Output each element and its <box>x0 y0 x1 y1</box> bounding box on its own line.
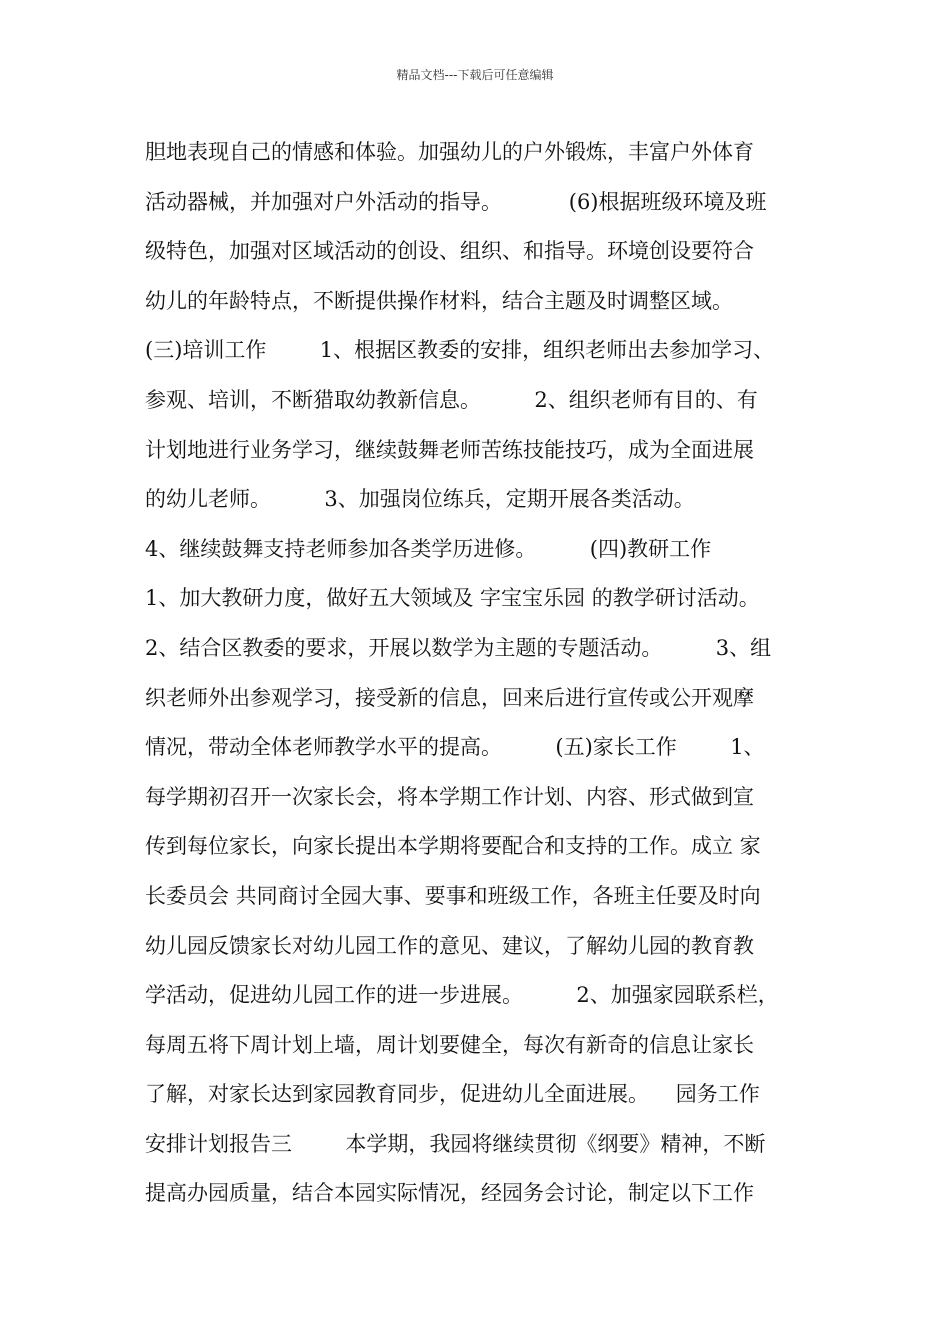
text-line: 长委员会 共同商讨全园大事、要事和班级工作，各班主任要及时向 <box>145 883 761 908</box>
text-line: 了解，对家长达到家园教育同步，促进幼儿全面进展。 园务工作 <box>145 1082 760 1107</box>
text-line: 计划地进行业务学习，继续鼓舞老师苦练技能技巧，成为全面进展 <box>145 437 754 462</box>
text-line: (三)培训工作 1、根据区教委的安排，组织老师出去参加学习、 <box>145 338 775 363</box>
text-line: 幼儿园反馈家长对幼儿园工作的意见、建议，了解幼儿园的教育教 <box>145 933 754 958</box>
body-text <box>145 128 815 1219</box>
page-header: 精品文档---下载后可任意编辑 <box>396 68 554 82</box>
text-line: 传到每位家长，向家长提出本学期将要配合和支持的工作。成立 家 <box>145 834 761 859</box>
text-line: 织老师外出参观学习，接受新的信息，回来后进行宣传或公开观摩 <box>145 685 754 710</box>
text-line: 活动器械，并加强对户外活动的指导。 (6)根据班级环境及班 <box>145 189 767 214</box>
text-line: 的幼儿老师。 3、加强岗位练兵，定期开展各类活动。 <box>145 487 695 512</box>
text-line: 级特色，加强对区域活动的创设、组织、和指导。环境创设要符合 <box>145 239 754 264</box>
text-line: 1、加大教研力度，做好五大领域及 字宝宝乐园 的教学研讨活动。 <box>145 586 760 611</box>
text-line: 4、继续鼓舞支持老师参加各类学历进修。 (四)教研工作 <box>145 536 712 561</box>
text-line: 安排计划报告三 本学期，我园将继续贯彻《纲要》精神，不断 <box>145 1131 766 1156</box>
text-line: 每学期初召开一次家长会，将本学期工作计划、内容、形式做到宣 <box>145 784 754 809</box>
text-line: 参观、培训，不断猎取幼教新信息。 2、组织老师有目的、有 <box>145 387 758 412</box>
text-line: 胆地表现自己的情感和体验。加强幼儿的户外锻炼，丰富户外体育 <box>145 140 754 164</box>
text-line: 情况，带动全体老师教学水平的提高。 (五)家长工作 1、 <box>145 735 765 760</box>
text-line: 2、结合区教委的要求，开展以数学为主题的专题活动。 3、组 <box>145 635 772 660</box>
text-line: 幼儿的年龄特点，不断提供操作材料，结合主题及时调整区域。 <box>145 288 733 313</box>
text-line: 提高办园质量，结合本园实际情况，经园务会讨论，制定以下工作 <box>145 1181 754 1206</box>
text-line: 学活动，促进幼儿园工作的进一步进展。 2、加强家园联系栏， <box>145 983 779 1008</box>
text-line: 每周五将下周计划上墙，周计划要健全，每次有新奇的信息让家长 <box>145 1032 754 1057</box>
